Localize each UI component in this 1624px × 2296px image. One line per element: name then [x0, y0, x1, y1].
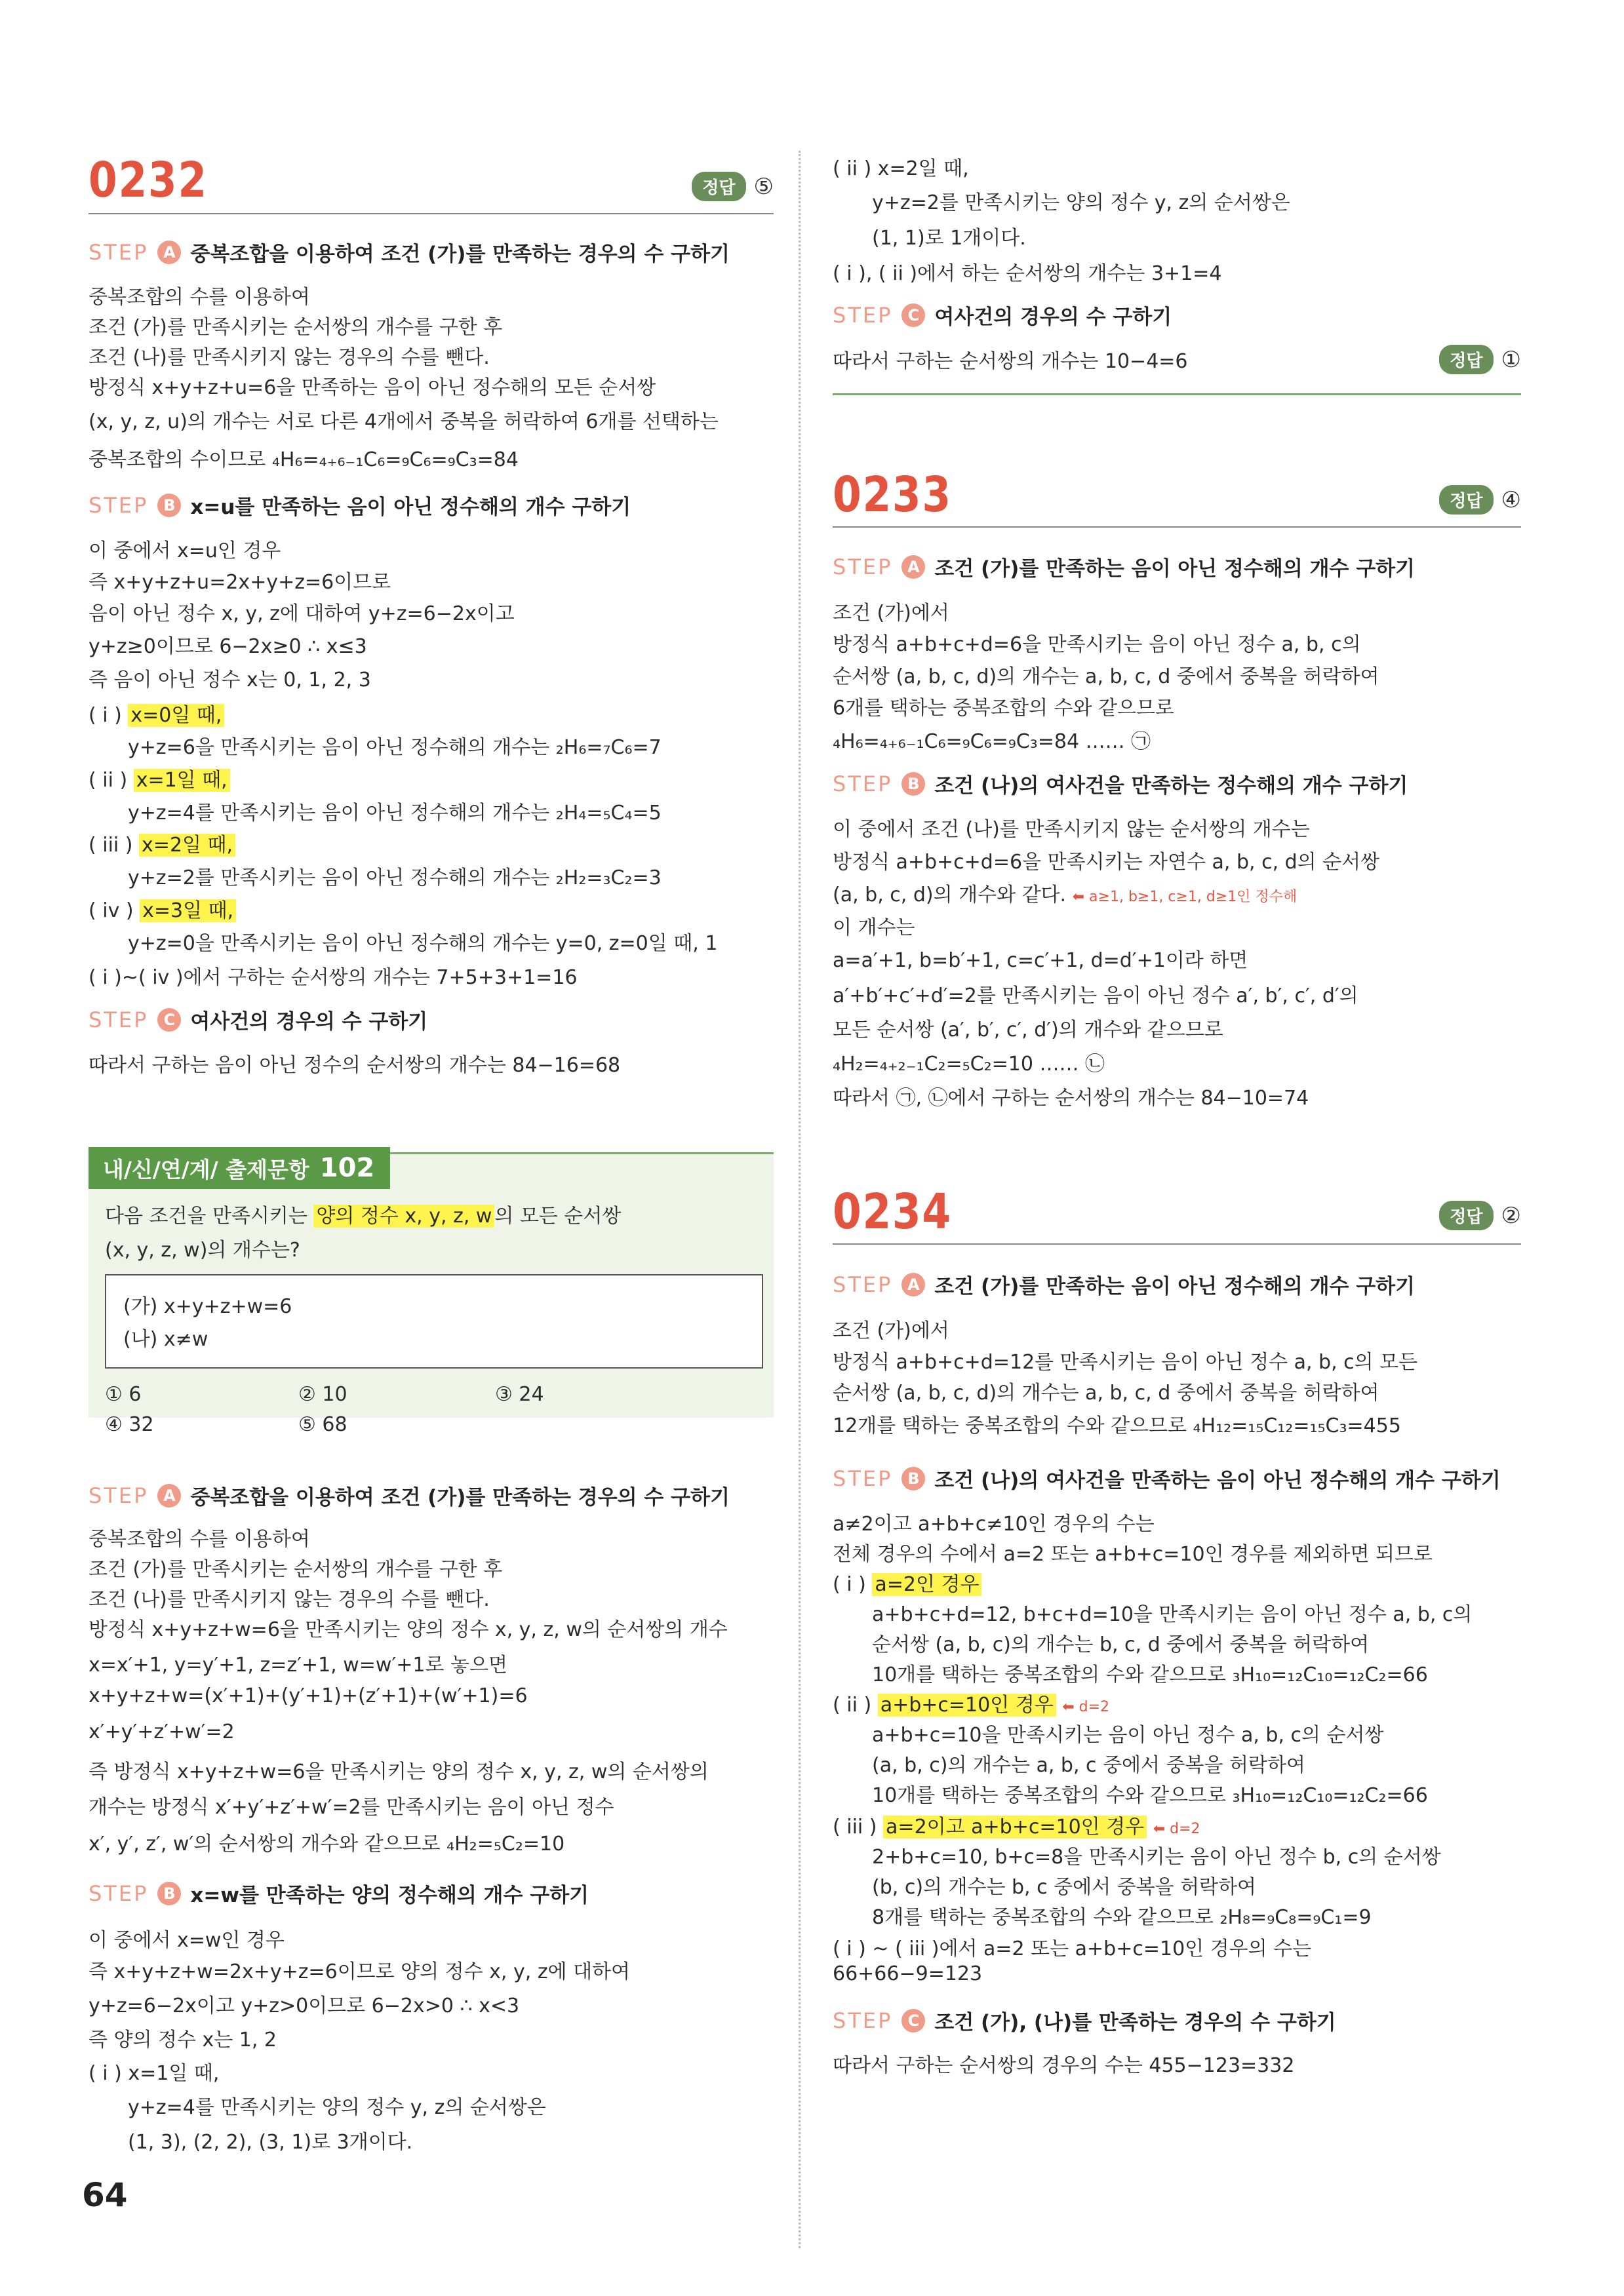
text-line: 방정식 a+b+c+d=12를 만족시키는 음이 아닌 정수 a, b, c의 모든	[833, 1351, 1418, 1374]
column-divider	[799, 151, 801, 2248]
text-line: 조건 (가)에서	[833, 602, 949, 625]
step-a-heading: STEP A 중복조합을 이용하여 조건 (가)를 만족하는 경우의 수 구하기	[89, 239, 730, 266]
text-line: 10개를 택하는 중복조합의 수와 같으므로 ₃H₁₀=₁₂C₁₀=₁₂C₂=66	[872, 1664, 1428, 1686]
choice-3: ③ 24	[495, 1383, 544, 1406]
text-line: 조건 (가)를 만족시키는 순서쌍의 개수를 구한 후	[89, 316, 503, 339]
step-b-heading: STEP B 조건 (나)의 여사건을 만족하는 정수해의 개수 구하기	[833, 771, 1408, 798]
question-line-2: (x, y, z, w)의 개수는?	[105, 1239, 300, 1262]
case-iii-body: y+z=2를 만족시키는 음이 아닌 정수해의 개수는 ₂H₂=₃C₂=3	[128, 866, 662, 889]
text-line: 즉 음이 아닌 정수 x는 0, 1, 2, 3	[89, 669, 371, 691]
section-rule	[833, 393, 1521, 395]
text-line: x+y+z+w=(x′+1)+(y′+1)+(z′+1)+(w′+1)=6	[89, 1684, 528, 1707]
text-line: 방정식 x+y+z+u=6을 만족하는 음이 아닌 정수해의 모든 순서쌍	[89, 376, 656, 399]
text-line: 중복조합의 수를 이용하여	[89, 1528, 310, 1551]
case-ii-head: ( ii ) a+b+c=10인 경우 ⬅ d=2	[833, 1694, 1110, 1717]
text-line: (1, 1)로 1개이다.	[872, 227, 1026, 250]
text-line: 음이 아닌 정수 x, y, z에 대하여 y+z=6−2x이고	[89, 602, 515, 625]
text-line: x′+y′+z′+w′=2	[89, 1721, 235, 1743]
text-line: 10개를 택하는 중복조합의 수와 같으므로 ₃H₁₀=₁₂C₁₀=₁₂C₂=66	[872, 1784, 1428, 1807]
answer-badge: 정답	[692, 172, 745, 201]
answer-value: ②	[1501, 1202, 1521, 1229]
text-line: 전체 경우의 수에서 a=2 또는 a+b+c=10인 경우를 제외하면 되므로	[833, 1543, 1433, 1566]
text-line: y+z≥0이므로 6−2x≥0 ∴ x≤3	[89, 635, 367, 658]
question-line-1: 다음 조건을 만족시키는 양의 정수 x, y, z, w 의 모든 순서쌍	[105, 1205, 622, 1228]
choice-2: ② 10	[298, 1383, 347, 1406]
side-note: ⬅ a≥1, b≥1, c≥1, d≥1인 정수해	[1072, 889, 1297, 905]
text-line: x′, y′, z′, w′의 순서쌍의 개수와 같으므로 ₄H₂=₅C₂=10	[89, 1833, 565, 1856]
text-line: 방정식 x+y+z+w=6을 만족시키는 양의 정수 x, y, z, w의 순서쌍의 개수	[89, 1618, 728, 1641]
text-line: ( i ) x=1일 때,	[89, 2062, 220, 2085]
case-i-head: ( i ) x=0일 때,	[89, 699, 224, 728]
text-line: y+z=4를 만족시키는 양의 정수 y, z의 순서쌍은	[128, 2096, 546, 2119]
text-line: y+z=2를 만족시키는 양의 정수 y, z의 순서쌍은	[872, 191, 1290, 214]
text-line: 즉 양의 정수 x는 1, 2	[89, 2029, 277, 2052]
text-line: ( i ), ( ii )에서 하는 순서쌍의 개수는 3+1=4	[833, 262, 1222, 285]
text-line: 방정식 a+b+c+d=6을 만족시키는 음이 아닌 정수 a, b, c의	[833, 633, 1361, 656]
case-sum: ( i )~( iv )에서 구하는 순서쌍의 개수는 7+5+3+1=16	[89, 966, 578, 989]
text-line: a+b+c=10을 만족시키는 음이 아닌 정수 a, b, c의 순서쌍	[872, 1724, 1384, 1747]
problem-number-0234: 0234	[833, 1184, 952, 1240]
text-line: ( ii ) x=2일 때,	[833, 157, 969, 180]
text-line: (a, b, c)의 개수는 a, b, c 중에서 중복을 허락하여	[872, 1754, 1305, 1777]
text-line: 순서쌍 (a, b, c, d)의 개수는 a, b, c, d 중에서 중복을 허락하여	[833, 665, 1379, 688]
text-line: a+b+c+d=12, b+c+d=10을 만족시키는 음이 아닌 정수 a, b, c의	[872, 1603, 1473, 1626]
text-line: ₄H₆=₄₊₆₋₁C₆=₉C₆=₉C₃=84 …… ㉠	[833, 730, 1151, 753]
case-ii-head: ( ii ) x=1일 때,	[89, 764, 230, 792]
conditions-box	[105, 1274, 763, 1369]
choice-5: ⑤ 68	[298, 1413, 347, 1436]
choice-1: ① 6	[105, 1383, 142, 1406]
answer-value: ①	[1501, 346, 1521, 373]
text-line: 조건 (가)에서	[833, 1319, 949, 1342]
text-line: 중복조합의 수이므로 ₄H₆=₄₊₆₋₁C₆=₉C₆=₉C₃=84	[89, 448, 519, 471]
text-line: y+z=6−2x이고 y+z>0이므로 6−2x>0 ∴ x<3	[89, 1994, 520, 2017]
text-line: a′+b′+c′+d′=2를 만족시키는 음이 아닌 정수 a′, b′, c′, d′의	[833, 984, 1358, 1007]
text-line: 모든 순서쌍 (a′, b′, c′, d′)의 개수와 같으므로	[833, 1019, 1223, 1041]
side-note: ⬅ d=2	[1062, 1699, 1110, 1715]
case-iv-body: y+z=0을 만족시키는 음이 아닌 정수해의 개수는 y=0, z=0일 때, 1	[128, 932, 718, 955]
condition-na: (나) x≠w	[123, 1328, 208, 1351]
answer-0233	[1439, 485, 1521, 515]
case-sum: 66+66−9=123	[833, 1962, 983, 1985]
problem-number-0233: 0233	[833, 467, 952, 523]
text-line: 따라서 ㉠, ㉡에서 구하는 순서쌍의 개수는 84−10=74	[833, 1087, 1309, 1110]
text-line: 6개를 택하는 중복조합의 수와 같으므로	[833, 697, 1174, 720]
side-note: ⬅ d=2	[1153, 1821, 1200, 1837]
text-line: 조건 (나)를 만족시키지 않는 경우의 수를 뺀다.	[89, 1588, 490, 1611]
case-i-body: y+z=6을 만족시키는 음이 아닌 정수해의 개수는 ₂H₆=₇C₆=7	[128, 736, 662, 759]
case-ii-body: y+z=4를 만족시키는 음이 아닌 정수해의 개수는 ₂H₄=₅C₄=5	[128, 802, 662, 825]
case-i-head: ( i ) a=2인 경우	[833, 1568, 981, 1597]
answer-0234	[1439, 1201, 1521, 1230]
answer-badge: 정답	[1439, 1201, 1493, 1230]
page-number: 64	[82, 2176, 128, 2214]
text-line: 조건 (가)를 만족시키는 순서쌍의 개수를 구한 후	[89, 1558, 503, 1581]
header-rule	[833, 1243, 1521, 1245]
answer-0232	[692, 172, 774, 201]
case-iii-head: ( iii ) a=2이고 a+b+c=10인 경우 ⬅ d=2	[833, 1816, 1200, 1839]
text-line: 이 개수는	[833, 916, 915, 939]
text-line: 조건 (나)를 만족시키지 않는 경우의 수를 뺀다.	[89, 346, 490, 369]
header-rule	[833, 526, 1521, 528]
step-c-heading: STEP C 조건 (가), (나)를 만족하는 경우의 수 구하기	[833, 2008, 1336, 2034]
related-step-b-heading: STEP B x=w를 만족하는 양의 정수해의 개수 구하기	[89, 1880, 589, 1907]
text-line: 12개를 택하는 중복조합의 수와 같으므로 ₄H₁₂=₁₅C₁₂=₁₅C₃=455	[833, 1414, 1401, 1437]
text-line: 이 중에서 x=w인 경우	[89, 1929, 285, 1952]
answer-badge: 정답	[1439, 345, 1493, 374]
text-line: (1, 3), (2, 2), (3, 1)로 3개이다.	[128, 2131, 413, 2154]
choice-4: ④ 32	[105, 1413, 154, 1436]
final-answer-line: 따라서 구하는 순서쌍의 경우의 수는 455−123=332	[833, 2054, 1295, 2077]
problem-number-0232: 0232	[89, 152, 208, 208]
header-rule	[89, 213, 774, 214]
text-line: 개수는 방정식 x′+y′+z′+w′=2를 만족시키는 음이 아닌 정수	[89, 1796, 614, 1819]
step-a-heading: STEP A 조건 (가)를 만족하는 음이 아닌 정수해의 개수 구하기	[833, 1272, 1416, 1298]
condition-ga: (가) x+y+z+w=6	[123, 1295, 292, 1318]
text-line: a=a′+1, b=b′+1, c=c′+1, d=d′+1이라 하면	[833, 949, 1248, 972]
answer-value: ④	[1501, 486, 1521, 513]
text-line: 즉 x+y+z+w=2x+y+z=6이므로 양의 정수 x, y, z에 대하여	[89, 1960, 631, 1983]
text-line: x=x′+1, y=y′+1, z=z′+1, w=w′+1로 놓으면	[89, 1654, 507, 1677]
text-line: 8개를 택하는 중복조합의 수와 같으므로 ₂H₈=₉C₈=₉C₁=9	[872, 1906, 1372, 1929]
text-line: 방정식 a+b+c+d=6을 만족시키는 자연수 a, b, c, d의 순서쌍	[833, 851, 1380, 874]
answer-badge: 정답	[1439, 485, 1493, 515]
step-b-heading: STEP B x=u를 만족하는 음이 아닌 정수해의 개수 구하기	[89, 492, 631, 519]
text-line: 순서쌍 (a, b, c, d)의 개수는 a, b, c, d 중에서 중복을 허락하여	[833, 1382, 1379, 1405]
text-line: 즉 방정식 x+y+z+w=6을 만족시키는 양의 정수 x, y, z, w의 순서쌍의	[89, 1761, 709, 1783]
text-line: 2+b+c=10, b+c=8을 만족시키는 음이 아닌 정수 b, c의 순서쌍	[872, 1846, 1441, 1869]
related-step-c-heading: STEP C 여사건의 경우의 수 구하기	[833, 302, 1172, 329]
case-sum: ( i ) ~ ( iii )에서 a=2 또는 a+b+c=10인 경우의 수는	[833, 1937, 1312, 1960]
text-line: (b, c)의 개수는 b, c 중에서 중복을 허락하여	[872, 1876, 1257, 1899]
step-a-heading: STEP A 조건 (가)를 만족하는 음이 아닌 정수해의 개수 구하기	[833, 554, 1416, 581]
text-line: (x, y, z, u)의 개수는 서로 다른 4개에서 중복을 허락하여 6개를 선택하는	[89, 410, 719, 433]
case-iv-head: ( iv ) x=3일 때,	[89, 894, 236, 923]
answer-related	[1439, 345, 1521, 374]
text-line: 이 중에서 조건 (나)를 만족시키지 않는 순서쌍의 개수는	[833, 818, 1310, 841]
final-answer-line: 따라서 구하는 음이 아닌 정수의 순서쌍의 개수는 84−16=68	[89, 1054, 621, 1077]
case-iii-head: ( iii ) x=2일 때,	[89, 828, 235, 857]
related-step-a-heading: STEP A 중복조합을 이용하여 조건 (가)를 만족하는 경우의 수 구하기	[89, 1483, 730, 1509]
related-problem-banner: 내/신/연/계/ 출제문항 102	[89, 1147, 390, 1189]
answer-value: ⑤	[753, 173, 774, 200]
step-b-heading: STEP B 조건 (나)의 여사건을 만족하는 음이 아닌 정수해의 개수 구하기	[833, 1466, 1501, 1492]
text-line: 순서쌍 (a, b, c)의 개수는 b, c, d 중에서 중복을 허락하여	[872, 1633, 1370, 1656]
text-line: ₄H₂=₄₊₂₋₁C₂=₅C₂=10 …… ㉡	[833, 1053, 1105, 1076]
step-c-heading: STEP C 여사건의 경우의 수 구하기	[89, 1007, 428, 1034]
text-line: (a, b, c, d)의 개수와 같다. ⬅ a≥1, b≥1, c≥1, d≥1인 정수해	[833, 884, 1297, 906]
final-answer-line: 따라서 구하는 순서쌍의 개수는 10−4=6	[833, 350, 1188, 373]
text-line: 이 중에서 x=u인 경우	[89, 539, 281, 562]
text-line: 중복조합의 수를 이용하여	[89, 286, 310, 309]
text-line: a≠2이고 a+b+c≠10인 경우의 수는	[833, 1513, 1155, 1536]
text-line: 즉 x+y+z+u=2x+y+z=6이므로	[89, 571, 391, 594]
